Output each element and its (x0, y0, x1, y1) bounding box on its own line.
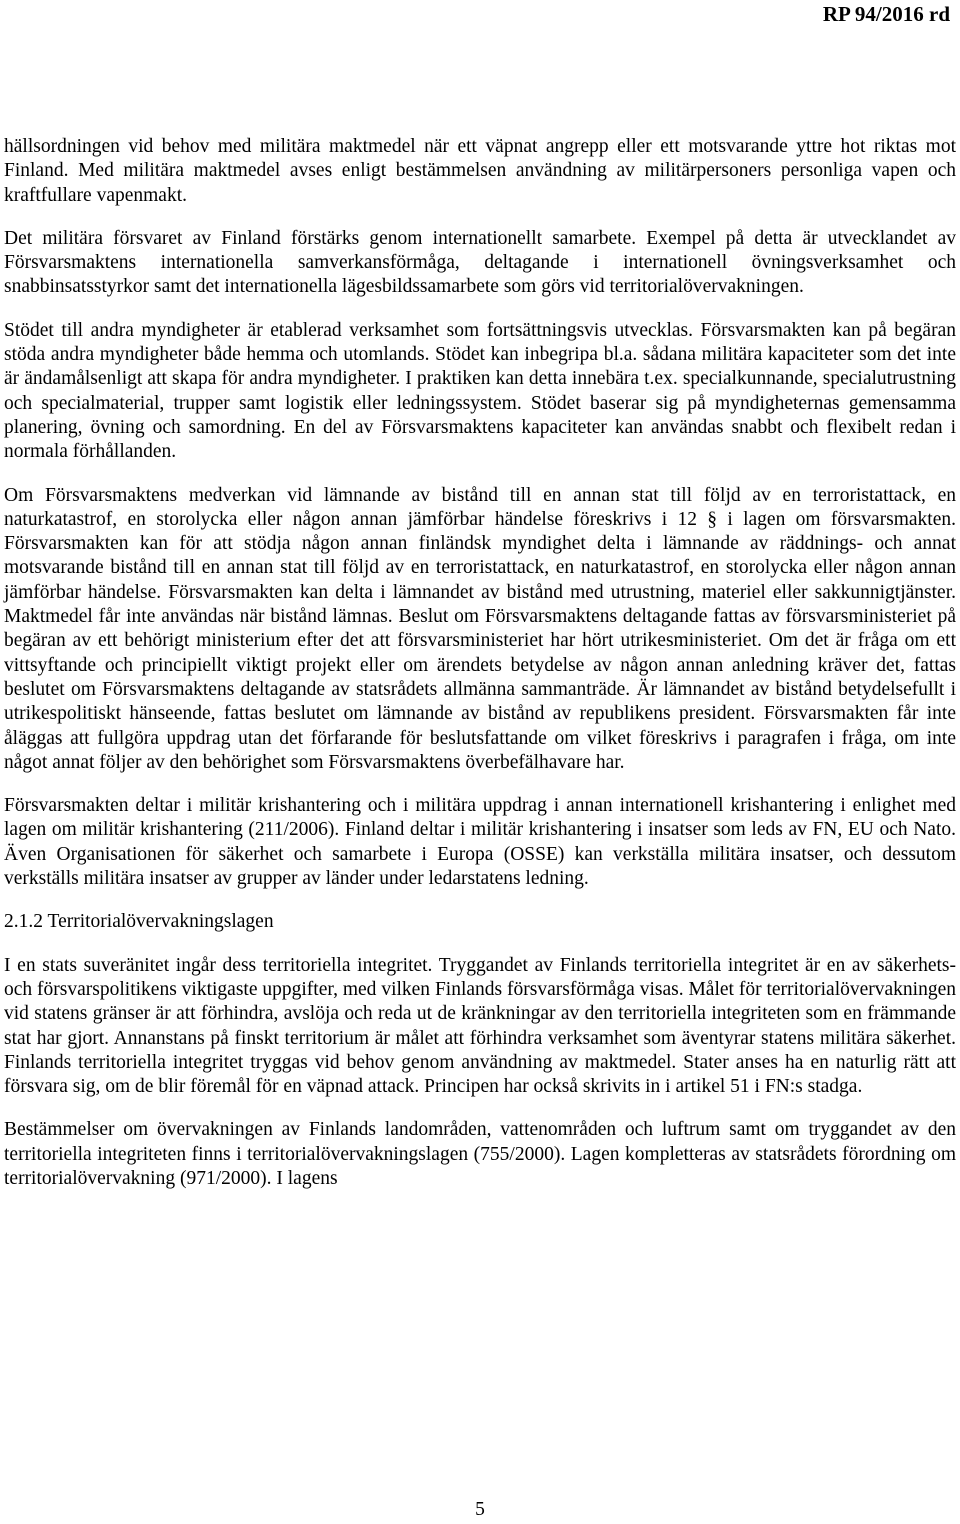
page-body (4, 135, 956, 1191)
paragraph-1: hällsordningen vid behov med militära maktmedel när ett väpnat angrepp eller ett motsvarande yttre hot riktas mot Finland. Med militära maktmedel avses enligt bestämmelsen användning av militärpersoners personliga vapen och kraftfullare vapenmakt. (4, 136, 956, 206)
paragraph-4: Om Försvarsmaktens medverkan vid lämnande av bistånd till en annan stat till följd av en terroristattack, en naturkatastrof, en storolycka eller någon annan jämförbar händelse föreskrivs i 12 § i lagen om försvarsmakten. Försvarsmakten kan för att stödja någon annan finländsk myndighet delta i lämnande av räddnings- och annat motsvarande bistånd till en annan stat till följd av en terroristattack, en naturkatastrof, en storolycka eller någon annan jämförbar händelse. Försvarsmakten kan delta i lämnandet av bistånd med utrustning, materiel eller sakkunnigtjänster. Maktmedel får inte användas när bistånd lämnas. Beslut om Försvarsmaktens deltagande fattas av försvarsministeriet på begäran av ett behörigt ministerium efter det att försvarsministeriet har hört utrikesministeriet. Om det är fråga om ett vittsyftande och principiellt viktigt projekt eller om ärendets betydelse av någon annan anledning kräver det, fattas beslutet om Försvarsmaktens deltagande av statsrådets allmänna sammanträde. Är lämnandet av bistånd betydelsefullt i utrikespolitiskt hänseende, fattas beslutet om lämnande av bistånd av republikens president. Försvarsmakten får inte åläggas att fullgöra uppdrag utan det förfarande för beslutsfattande om vilket föreskrivs i paragrafen i fråga, om inte något annat följer av den behörighet som Försvarsmaktens överbefälhavare har. (4, 484, 956, 773)
paragraph-2: Det militära försvaret av Finland förstärks genom internationellt samarbete. Exempel på detta är utvecklandet av Försvarsmaktens internationella samverkansförmåga, deltagande i internationell övningsverksamhet och snabbinsatsstyrkor samt det internationella lägesbildssamarbete som görs vid territorialövervakningen. (4, 227, 956, 298)
section-heading: 2.1.2 Territorialövervakningslagen (4, 911, 274, 933)
document-id: RP 94/2016 rd (822, 2, 950, 26)
section-paragraph-1: I en stats suveränitet ingår dess territoriella integritet. Tryggandet av Finlands territoriella integritet är en av säkerhets- och försvarspolitikens viktigaste uppgifter, med vilken Finlands försvarsförmåga visas. Målet för territorialövervakningen vid statens gränser är att förhindra, avslöja och reda ut de kränkningar av den territoriella integriteten som en främmande stat har gjort. Annanstans på finskt territorium är målet att förhindra verksamhet som äventyrar statens militära säkerhet. Finlands territoriella integritet tryggas vid behov genom användning av maktmedel. Stater anses ha en naturlig rätt att försvara sig, om de blir föremål för en väpnad attack. Principen har också skrivits in i artikel 51 i FN:s stadga. (4, 954, 956, 1098)
paragraph-3: Stödet till andra myndigheter är etablerad verksamhet som fortsättningsvis utvecklas. Försvarsmakten kan på begäran stöda andra myndigheter både hemma och utomlands. Stödet kan inbegripa bl.a. sådana militära kapaciteter som det inte är ändamålsenligt att skapa för andra myndigheter. I praktiken kan detta innebära t.ex. specialkunnande, specialutrustning och specialmaterial, trupper samt logistik eller ledningssystem. Stödet baserar sig på myndigheternas gemensamma planering, övning och samordning. En del av Försvarsmaktens kapaciteter kan användas snabbt och flexibelt redan i normala förhållanden. (4, 319, 956, 463)
paragraph-5: Försvarsmakten deltar i militär krishantering och i militära uppdrag i annan internationell krishantering i enlighet med lagen om militär krishantering (211/2006). Finland deltar i militär krishantering i insatser som leds av FN, EU och Nato. Även Organisationen för säkerhet och samarbete i Europa (OSSE) kan verkställa militära insatser, och dessutom verkställs militära insatser av grupper av länder under ledarstatens ledning. (4, 795, 956, 890)
page-number: 5 (475, 1499, 485, 1520)
section-paragraph-2: Bestämmelser om övervakningen av Finlands landområden, vattenområden och luftrum samt om tryggandet av den territoriella integriteten finns i territorialövervakningslagen (755/2000). Lagen kompletteras av statsrådets förordning om territorialövervakning (971/2000). I lagens (4, 1119, 956, 1189)
